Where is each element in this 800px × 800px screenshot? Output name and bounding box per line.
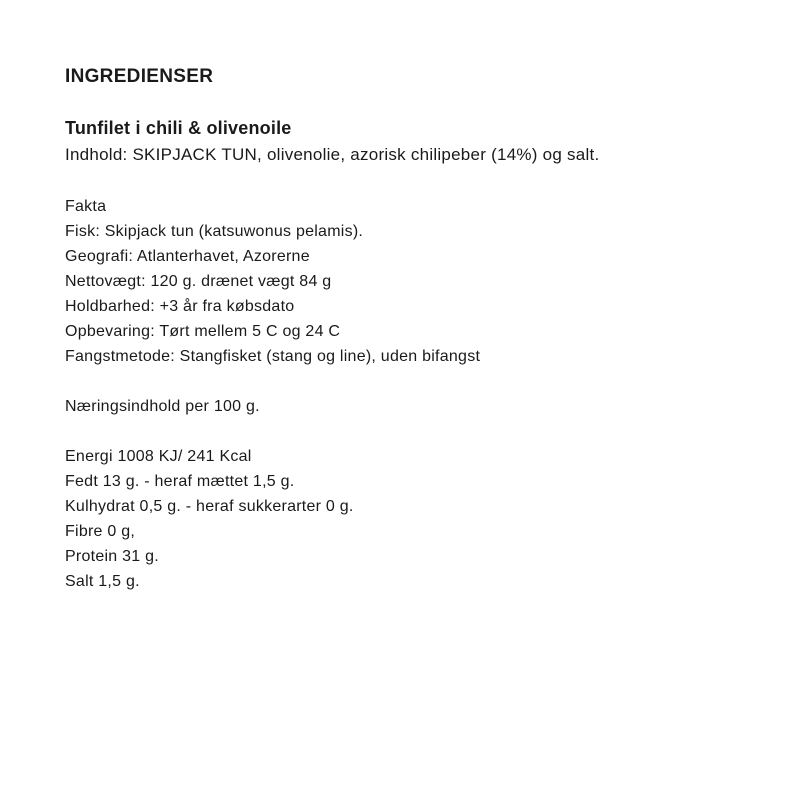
nutrition-line-carbohydrate: Kulhydrat 0,5 g. - heraf sukkerarter 0 g.	[65, 498, 354, 515]
product-ingredients-line: Indhold: SKIPJACK TUN, olivenolie, azorisk chilipeber (14%) og salt.	[65, 144, 600, 164]
nutrition-line-energy: Energi 1008 KJ/ 241 Kcal	[65, 448, 252, 465]
fakta-line-storage: Opbevaring: Tørt mellem 5 C og 24 C	[65, 323, 341, 340]
fakta-line-geography: Geografi: Atlanterhavet, Azorerne	[65, 248, 310, 265]
nutrition-line-protein: Protein 31 g.	[65, 548, 159, 565]
fakta-line-shelf-life: Holdbarhed: +3 år fra købsdato	[65, 298, 295, 315]
fakta-line-fish: Fisk: Skipjack tun (katsuwonus pelamis).	[65, 223, 364, 240]
fakta-line-net-weight: Nettovægt: 120 g. drænet vægt 84 g	[65, 273, 332, 290]
product-title: Tunfilet i chili & olivenoile	[65, 118, 292, 138]
document-heading: INGREDIENSER	[65, 66, 214, 87]
nutrition-line-fibre: Fibre 0 g,	[65, 523, 136, 540]
nutrition-line-fat: Fedt 13 g. - heraf mættet 1,5 g.	[65, 473, 295, 490]
fakta-line-catch-method: Fangstmetode: Stangfisket (stang og line), uden bifangst	[65, 348, 481, 365]
fakta-heading: Fakta	[65, 198, 107, 215]
product-section	[65, 116, 599, 167]
fakta-section	[65, 194, 480, 369]
nutrition-heading: Næringsindhold per 100 g.	[65, 398, 260, 415]
nutrition-line-salt: Salt 1,5 g.	[65, 573, 140, 590]
nutrition-section	[65, 444, 354, 594]
